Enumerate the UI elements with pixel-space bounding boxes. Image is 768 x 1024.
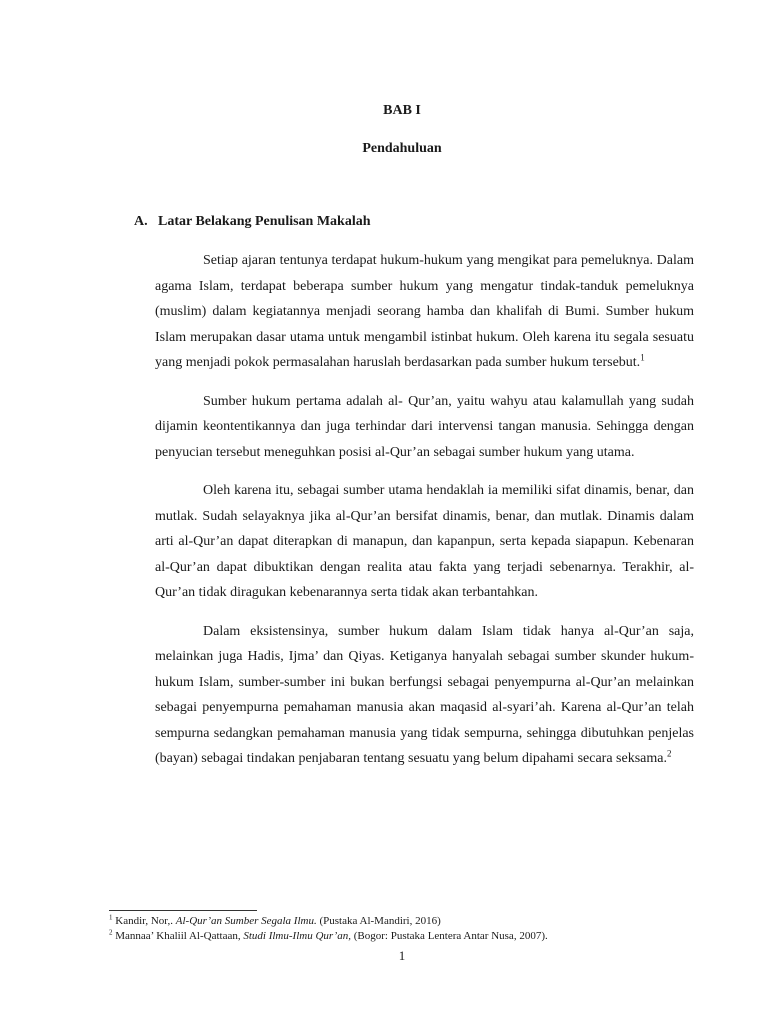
footnote-pre: Kandir, Nor,. (112, 915, 176, 927)
paragraph (155, 248, 694, 376)
chapter-number: BAB I (383, 103, 421, 118)
footnote-title: Studi Ilmu-Ilmu Qur’an, (243, 929, 351, 942)
footnote-post: (Bogor: Pustaka Lentera Antar Nusa, 2007). (351, 929, 548, 942)
footnote-number: 1 (109, 913, 113, 922)
footnote-ref: 2 (666, 748, 672, 759)
paragraph-text: Sumber hukum pertama adalah al- Qur’an, yaitu wahyu atau kalamullah yang sudah dijamin keontentikannya dan juga terhindar dari intervensi tangan manusia. Sehingga dengan penyucian tersebut meneguhkan posisi al-Qur’an sebagai sumber hukum yang utama. (155, 393, 694, 460)
footnote-ref: 1 (640, 352, 645, 363)
paragraph-text: Dalam eksistensinya, sumber hukum dalam Islam tidak hanya al-Qur’an saja, melainkan juga Hadis, Ijma’ dan Qiyas. Ketiganya hanyalah sebagai sumber skunder hukum-hukum Islam, sumber-sumber ini bukan berfungsi sebagai penyempurna al-Qur’an melainkan sebagai penyempurna pemahaman manusia akan maqasid al-syari’ah. Karena al-Qur’an telah sempurna sedangkan pemahaman manusia yang tidak sempurna, sehingga dibutuhkan penjelas (bayan) sebagai tindakan penjabaran tentang sesuatu yang belum dipahami secara seksama. (155, 623, 694, 766)
footnote (109, 914, 709, 929)
footnote-pre: Mannaa’ Khaliil Al-Qattaan, (112, 929, 244, 942)
footnote (109, 929, 709, 944)
chapter-title: Pendahuluan (362, 141, 442, 156)
footnotes (109, 914, 709, 943)
body-text (155, 248, 694, 785)
paragraph (155, 389, 694, 466)
paragraph (155, 478, 694, 606)
section-letter: A. (134, 214, 148, 229)
footnote-number: 2 (109, 927, 113, 936)
section-heading (134, 214, 371, 230)
footnote-title: Al-Qur’an Sumber Segala Ilmu. (175, 915, 317, 927)
footnote-post: (Pustaka Al-Mandiri, 2016) (316, 915, 441, 927)
footnote-separator (109, 910, 257, 911)
paragraph-text: Oleh karena itu, sebagai sumber utama hendaklah ia memiliki sifat dinamis, benar, dan mutlak. Sudah selayaknya jika al-Qur’an bersifat dinamis, benar, dan mutlak. Dinamis dalam arti al-Qur’an dapat diterapkan di manapun, dan kapanpun, serta kepada siapapun. Kebenaran al-Qur’an dapat dibuktikan dengan realita atau fakta yang terjadi sebenarnya. Terakhir, al-Qur’an tidak diragukan kebenarannya serta tidak akan terbantahkan. (155, 483, 694, 600)
paragraph-text: Setiap ajaran tentunya terdapat hukum-hukum yang mengikat para pemeluknya. Dalam agama Islam, terdapat beberapa sumber hukum yang mengatur tindak-tanduk pemeluknya (muslim) dalam kegiatannya menjadi seorang hamba dan khalifah di Bumi. Sumber hukum Islam merupakan dasar utama untuk mengambil istinbat hukum. Oleh karena itu segala sesuatu yang menjadi pokok permasalahan haruslah berdasarkan pada sumber hukum tersebut. (155, 253, 694, 370)
section-title: Latar Belakang Penulisan Makalah (158, 214, 371, 229)
paragraph (155, 619, 694, 772)
page-number: 1 (398, 948, 406, 963)
